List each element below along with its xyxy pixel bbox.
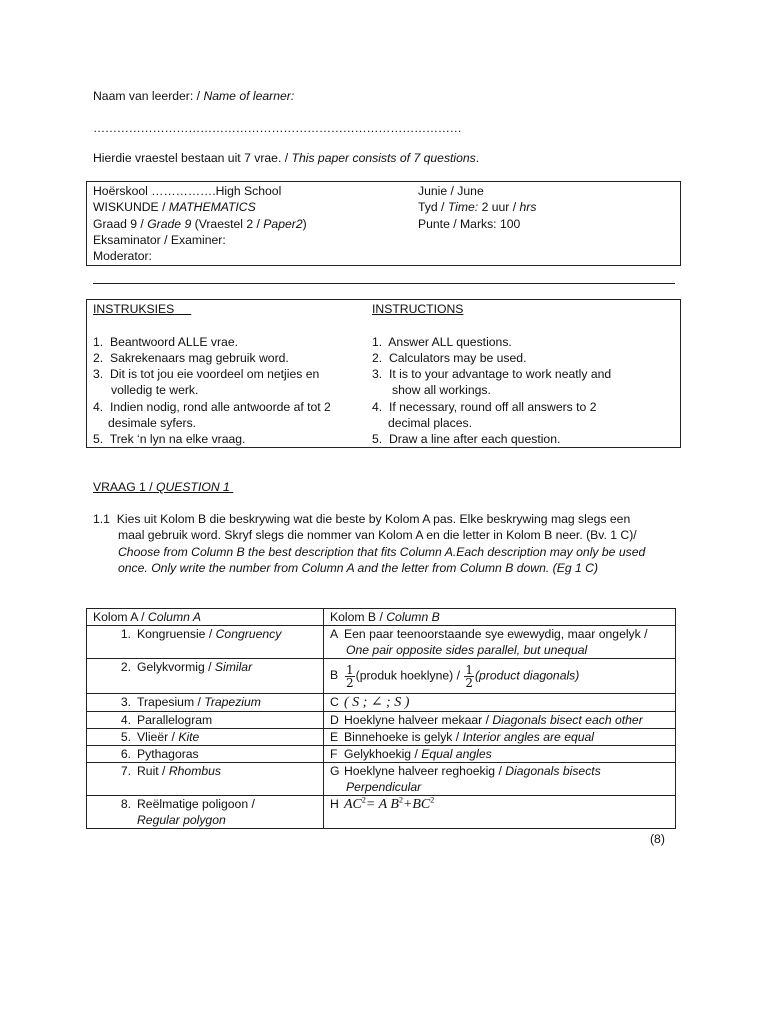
grade-paper: Graad 9 / Grade 9 (Vraestel 2 / Paper2) (93, 216, 307, 231)
school-name: Hoërskool …………….High School (93, 184, 282, 198)
info-left-column (93, 183, 307, 264)
fraction-half: $\frac{1}{2}$ (465, 662, 473, 690)
question-1-marks: (8) (650, 832, 665, 846)
table-row: 4. Parallelogram D Hoeklyne halveer mekaar / Diagonals bisect each other (87, 712, 676, 729)
instruction-af-3-cont: volledig te werk. (111, 383, 199, 398)
table-row: 1. Kongruensie / Congruency A Een paar teenoorstaande sye ewewydig, maar ongelyk / One pair opposite sides parallel, but unequal (87, 626, 676, 659)
table-header-row (87, 609, 676, 626)
q11-line-2: maal gebruik word. Skryf slegs die nommer van Kolom A en die letter in Kolom B neer. (Bv. 1 C)/ (118, 528, 637, 543)
instructions-af (93, 301, 331, 448)
instruction-en-2: 2. Calculators may be used. (372, 350, 527, 365)
question-1-title: VRAAG 1 / QUESTION 1 (93, 480, 230, 494)
table-row: 6. Pythagoras F Gelykhoekig / Equal angles (87, 746, 676, 763)
instructions-title-en: INSTRUCTIONS (372, 302, 464, 316)
table-row: 3. Trapesium / Trapezium C ( S ; ∠ ; S ) (87, 694, 676, 712)
instruction-en-3-cont: show all workings. (392, 383, 491, 398)
exam-marks: Punte / Marks: 100 (418, 216, 521, 231)
table-row: 8. Reëlmatige poligoon / Regular polygon H $AC^2= A$ $B^2+BC^2$ (87, 796, 676, 829)
instruction-en-4-cont: decimal places. (388, 416, 472, 431)
moderator: Moderator: (93, 249, 152, 264)
instructions-title-af: INSTRUKSIES (93, 302, 175, 316)
pythagoras-formula: $AC^2= A$ $B^2+BC^2$ (344, 795, 435, 812)
instruction-af-4: 4. Indien nodig, rond alle antwoorde af tot 2 (93, 399, 331, 414)
instruction-af-5: 5. Trek ‘n lyn na elke vraag. (93, 432, 246, 447)
exam-time: Tyd / Time: 2 uur / hrs (418, 200, 537, 215)
exam-info-box (86, 181, 681, 266)
q11-line-4: once. Only write the number from Column A and the letter from Column B down. (Eg 1 C) (118, 560, 599, 575)
paper-consists-note: Hierdie vraestel bestaan uit 7 vrae. / This paper consists of 7 questions. (93, 151, 480, 165)
instruction-af-1: 1. Beantwoord ALLE vrae. (93, 334, 239, 349)
q11-line-1: 1.1 Kies uit Kolom B die beskrywing wat die beste by Kolom A pas. Elke beskrywing mag slegs een (93, 512, 631, 526)
instruction-af-4-cont: desimale syfers. (108, 416, 197, 431)
table-row: 7. Ruit / Rhombus G Hoeklyne halveer reghoekig / Diagonals bisects Perpendicular (87, 763, 676, 796)
column-b-header: Kolom B / Column B (324, 609, 676, 626)
column-matching-table (86, 608, 676, 829)
instructions-en (372, 301, 611, 448)
sas-notation: ( S ; ∠ ; S ) (344, 695, 410, 710)
instruction-en-1: 1. Answer ALL questions. (372, 334, 512, 349)
column-a-header: Kolom A / Column A (87, 609, 324, 626)
examiner: Eksaminator / Examiner: (93, 232, 226, 247)
separator-line (93, 283, 675, 284)
instruction-en-3: 3. It is to your advantage to work neatly and (372, 367, 612, 382)
exam-month: Junie / June (418, 184, 484, 198)
question-1-1-text (93, 511, 645, 576)
instruction-en-5: 5. Draw a line after each question. (372, 432, 561, 447)
learner-name-label: Naam van leerder: / Name of learner: (93, 89, 295, 103)
q11-line-3: Choose from Column B the best description that fits Column A.Each description may only be used (118, 544, 646, 559)
subject: WISKUNDE / MATHEMATICS (93, 200, 256, 215)
learner-name-line[interactable]: ………………………………………………………………………………… (93, 121, 462, 135)
table-row: 2. Gelykvormig / Similar B $\frac{1}{2}$ (produk hoeklyne) / $\frac{1}{2}$ (product diagonals) (87, 659, 676, 694)
fraction-half: $\frac{1}{2}$ (346, 662, 354, 690)
instruction-af-2: 2. Sakrekenaars mag gebruik word. (93, 350, 289, 365)
instructions-box (86, 299, 681, 448)
instruction-en-4: 4. If necessary, round off all answers to 2 (372, 399, 597, 414)
info-right-column (418, 183, 536, 232)
table-row: 5. Vlieër / Kite E Binnehoeke is gelyk / Interior angles are equal (87, 729, 676, 746)
instruction-af-3: 3. Dit is tot jou eie voordeel om netjies en (93, 367, 320, 382)
